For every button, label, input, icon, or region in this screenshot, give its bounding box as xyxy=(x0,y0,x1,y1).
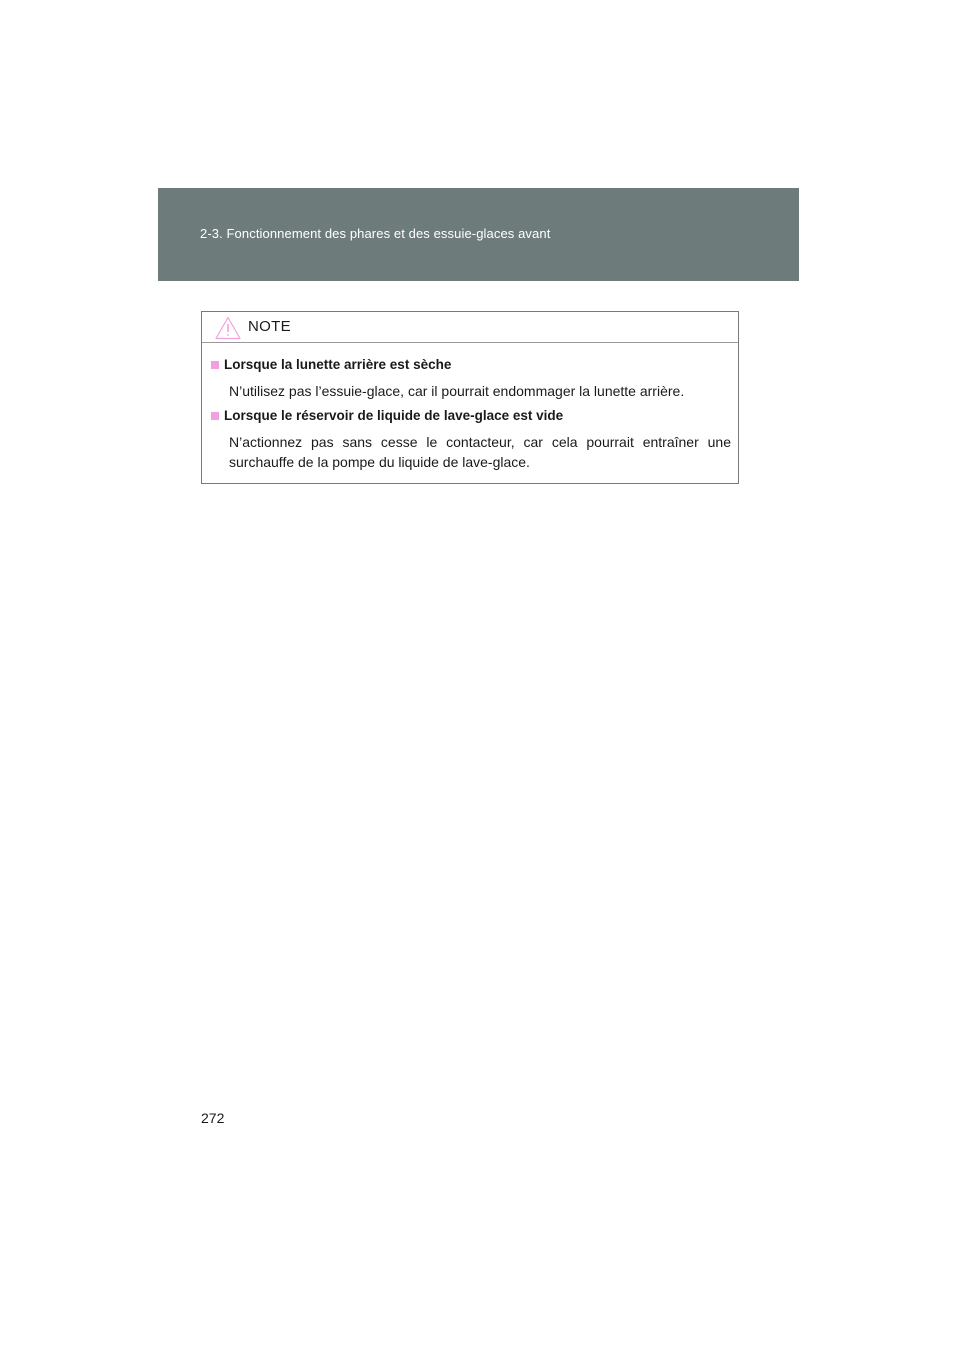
note-header xyxy=(202,312,738,343)
note-body xyxy=(202,343,738,472)
square-bullet-icon xyxy=(211,361,219,369)
note-item-heading xyxy=(211,407,731,425)
section-title: 2-3. Fonctionnement des phares et des essuie-glaces avant xyxy=(200,226,551,241)
note-item-heading-text: Lorsque le réservoir de liquide de lave-glace est vide xyxy=(224,408,564,423)
note-item-text: N’utilisez pas l’essuie-glace, car il pourrait endommager la lunette arrière. xyxy=(229,383,685,399)
note-title: NOTE xyxy=(248,318,291,335)
section-header-band xyxy=(158,188,799,281)
warning-triangle-icon xyxy=(215,316,241,340)
page-number: 272 xyxy=(201,1110,225,1126)
note-box xyxy=(201,311,739,484)
note-item-heading xyxy=(211,356,731,374)
square-bullet-icon xyxy=(211,412,219,420)
note-item-heading-text: Lorsque la lunette arrière est sèche xyxy=(224,357,452,372)
note-item-text: N’actionnez pas sans cesse le contacteur, car cela pourrait entraîner une surchauffe de la pompe du liquide de lave-glace. xyxy=(229,434,731,470)
